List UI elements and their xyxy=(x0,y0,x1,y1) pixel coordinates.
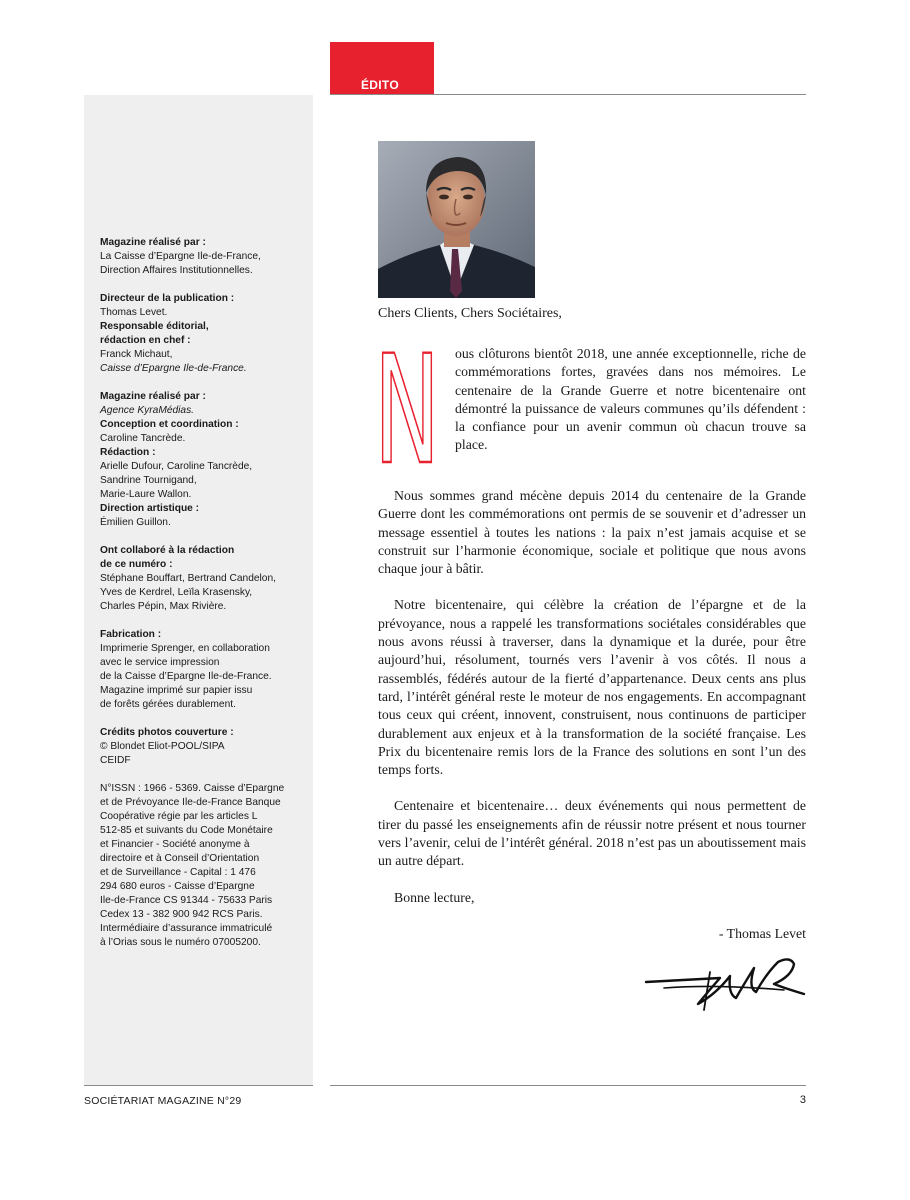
credits-line: Sandrine Tournigand, xyxy=(100,475,197,486)
credits-block-photos xyxy=(100,726,310,768)
credits-line: Caisse d’Epargne Ile-de-France. xyxy=(100,363,247,374)
signatory-name: - Thomas Levet xyxy=(718,926,806,941)
legal-line: et de Prévoyance Ile-de-France Banque xyxy=(100,797,281,808)
legal-line: Ile-de-France CS 91344 - 75633 Paris xyxy=(100,895,273,906)
masthead-credits xyxy=(100,236,310,950)
credits-block-agency xyxy=(100,390,310,530)
legal-line: Cedex 13 - 382 900 942 RCS Paris. xyxy=(100,909,263,920)
credits-line: Direction Affaires Institutionnelles. xyxy=(100,265,253,276)
credits-block-direction xyxy=(100,292,310,376)
footer-divider-left xyxy=(84,1085,313,1086)
credits-line: Agence KyraMédias. xyxy=(100,405,195,416)
handwritten-signature xyxy=(644,954,808,1014)
credits-heading: rédaction en chef : xyxy=(100,335,191,346)
credits-heading: Magazine réalisé par : xyxy=(100,237,206,248)
drop-cap-glyph: N xyxy=(374,344,440,466)
credits-line: Marie-Laure Wallon. xyxy=(100,489,192,500)
legal-line: Coopérative régie par les articles L xyxy=(100,811,258,822)
credits-line: Émilien Guillon. xyxy=(100,517,171,528)
letter-salutation: Chers Clients, Chers Sociétaires, xyxy=(378,306,562,321)
credits-heading: Rédaction : xyxy=(100,447,156,458)
letter-paragraph-4: Centenaire et bicentenaire… deux événements qui nous permettent de tirer du passé les enseignements afin de réussir notre présent et nous tourner vers l’avenir, celui de l’intérêt général. 2018 n’est pas un aboutissement mais un autre départ. xyxy=(378,798,806,869)
legal-line: Intermédiaire d’assurance immatriculé xyxy=(100,923,273,934)
credits-heading: Conception et coordination : xyxy=(100,419,239,430)
page-number: 3 xyxy=(799,1094,806,1106)
header-divider xyxy=(330,94,806,95)
credits-heading: Ont collaboré à la rédaction xyxy=(100,545,235,556)
legal-line: à l’Orias sous le numéro 07005200. xyxy=(100,937,261,948)
footer-divider-right xyxy=(330,1085,806,1086)
credits-line: Charles Pépin, Max Rivière. xyxy=(100,601,227,612)
credits-heading: Direction artistique : xyxy=(100,503,200,514)
credits-block-printing xyxy=(100,628,310,712)
credits-line: CEIDF xyxy=(100,755,131,766)
legal-line: et Financier - Société anonyme à xyxy=(100,839,250,850)
letter-body xyxy=(378,487,806,907)
credits-heading: Magazine réalisé par : xyxy=(100,391,206,402)
credits-line: Stéphane Bouffart, Bertrand Candelon, xyxy=(100,573,276,584)
credits-heading: Responsable éditorial, xyxy=(100,321,209,332)
letter-paragraph-1: ous clôturons bientôt 2018, une année exceptionnelle, riche de commémorations fortes, gravées dans nos mémoires. Le centenaire de la Grande Guerre et notre bicentenaire ont démontré la puissance de valeurs communes qu’ils défendent : la confiance pour un avenir commun où chacun trouve sa place. xyxy=(455,346,806,453)
letter-paragraph-2: Nous sommes grand mécène depuis 2014 du centenaire de la Grande Guerre dont les commémorations ont permis de se souvenir et d’adresser un message essentiel à toutes les nations : la paix n’est jamais acquise et se construit sur l’harmonie économique, sociale et politique que nous avons chaque jour à bâtir. xyxy=(378,488,806,577)
credits-line: © Blondet Eliot-POOL/SIPA xyxy=(100,741,225,752)
credits-line: avec le service impression xyxy=(100,657,220,668)
legal-line: et de Surveillance - Capital : 1 476 xyxy=(100,867,256,878)
credits-heading: Directeur de la publication : xyxy=(100,293,235,304)
credits-line: Thomas Levet. xyxy=(100,307,168,318)
letter-paragraph-3: Notre bicentenaire, qui célèbre la création de l’épargne et de la prévoyance, nous a rappelé les transformations sociétales considérables que nous avons réussi à traverser, dans la dynamique et la durée, pour être aujourd’hui, résolument, tournés vers l’avenir à vos côtés. Il nous a rassemblés, fédérés autour de la fierté d’appartenance. Deux cents ans plus tard, l’intérêt général reste le moteur de nos engagements. En accompagnant tous ceux qui créent, innovent, construisent, nous continuons de participer durablement aux enjeux et à la transformation de la société française. Les Prix du bicentenaire remis lors de la France des solutions en sont l’un des temps forts. xyxy=(378,597,806,778)
credits-line: Caroline Tancrède. xyxy=(100,433,186,444)
drop-cap-letter xyxy=(372,344,442,466)
author-portrait xyxy=(378,141,535,298)
credits-line: de forêts gérées durablement. xyxy=(100,699,236,710)
credits-heading: Crédits photos couverture : xyxy=(100,727,234,738)
magazine-title: SOCIÉTARIAT MAGAZINE N°29 xyxy=(84,1095,242,1107)
credits-line: Franck Michaut, xyxy=(100,349,173,360)
credits-line: Arielle Dufour, Caroline Tancrède, xyxy=(100,461,253,472)
credits-line: Yves de Kerdrel, Leïla Krasensky, xyxy=(100,587,253,598)
legal-line: N°ISSN : 1966 - 5369. Caisse d’Epargne xyxy=(100,783,285,794)
credits-line: Magazine imprimé sur papier issu xyxy=(100,685,253,696)
credits-block-publisher xyxy=(100,236,310,278)
credits-line: Imprimerie Sprenger, en collaboration xyxy=(100,643,270,654)
credits-block-legal xyxy=(100,782,310,950)
legal-line: directoire et à Conseil d’Orientation xyxy=(100,853,260,864)
letter-closing: Bonne lecture, xyxy=(394,889,475,905)
section-label: ÉDITO xyxy=(361,78,399,92)
portrait-illustration xyxy=(378,141,535,298)
credits-line: de la Caisse d’Epargne Ile-de-France. xyxy=(100,671,272,682)
credits-heading: de ce numéro : xyxy=(100,559,173,570)
legal-line: 294 680 euros - Caisse d’Epargne xyxy=(100,881,255,892)
legal-line: 512-85 et suivants du Code Monétaire xyxy=(100,825,273,836)
credits-line: La Caisse d’Epargne Ile-de-France, xyxy=(100,251,261,262)
credits-heading: Fabrication : xyxy=(100,629,162,640)
credits-block-contributors xyxy=(100,544,310,614)
